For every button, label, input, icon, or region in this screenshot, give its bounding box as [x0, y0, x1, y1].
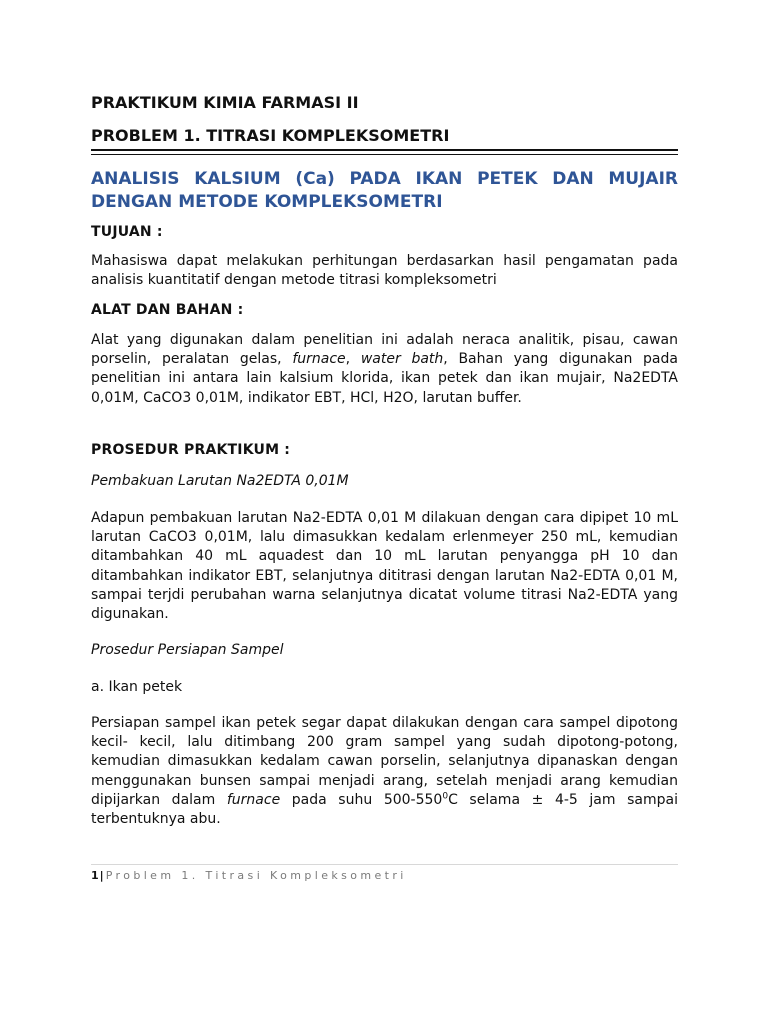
page-number: 1	[91, 869, 99, 882]
alat-bahan-text: Alat yang digunakan dalam penelitian ini adalah neraca analitik, pisau, cawan porselin, peralatan gelas, furnace, water bath, Bahan yang digunakan pada penelitian ini antara lain kalsium klorida, ikan petek dan ikan mujair, Na2EDTA 0,01M, CaCO3 0,01M, indikator EBT, HCl, H2O, larutan buffer.	[91, 332, 678, 406]
footer-separator: |	[99, 869, 104, 882]
prosedur-heading: PROSEDUR PRAKTIKUM :	[91, 442, 291, 458]
document-title: ANALISIS KALSIUM (Ca) PADA IKAN PETEK DAN MUJAIR DENGAN METODE KOMPLEKSOMETRI	[91, 169, 678, 212]
tujuan-text: Mahasiswa dapat melakukan perhitungan berdasarkan hasil pengamatan pada analisis kuantitatif dengan metode titrasi kompleksometri	[91, 253, 678, 289]
course-heading: PRAKTIKUM KIMIA FARMASI II	[91, 93, 359, 112]
persiapan-paragraph: Persiapan sampel ikan petek segar dapat dilakukan dengan cara sampel dipotong kecil- kecil, lalu ditimbang 200 gram sampel yang sudah dipotong-potong, kemudian dimasukkan kedalam cawan porselin, selanjutnya dipanaskan dengan menggunakan bunsen sampai menjadi arang, setelah menjadi arang kemudian dipijarkan dalam furnace pada suhu $500-550^0C$ selama ± 4-5 jam sampai terbentuknya abu.	[91, 715, 678, 828]
problem-heading: PROBLEM 1. TITRASI KOMPLEKSOMETRI	[91, 126, 450, 145]
pembakuan-paragraph: Adapun pembakuan larutan Na2-EDTA 0,01 M dilakuan dengan cara dipipet 10 mL larutan CaCO3 0,01M, lalu dimasukkan kedalam erlenmeyer 250 mL, kemudian ditambahkan 40 mL aquadest dan 10 mL larutan penyangga pH 10 dan ditambahkan indikator EBT, selanjutnya dititrasi dengan larutan Na2-EDTA 0,01 M, sampai terjdi perubahan warna selanjutnya dicatat volume titrasi Na2-EDTA yang digunakan.	[91, 510, 679, 623]
page-footer	[91, 869, 407, 883]
persiapan-subheading: Prosedur Persiapan Sampel	[91, 642, 284, 658]
footer-title: Problem 1. Titrasi Kompleksometri	[105, 869, 407, 882]
heading-rule-thick	[91, 149, 678, 151]
pembakuan-subheading: Pembakuan Larutan Na2EDTA 0,01M	[91, 473, 349, 489]
footer-rule	[91, 864, 678, 865]
alat-bahan-heading: ALAT DAN BAHAN :	[91, 302, 244, 318]
ikan-petek-item: a. Ikan petek	[91, 679, 183, 695]
heading-rule-thin	[91, 154, 678, 155]
tujuan-heading: TUJUAN :	[91, 224, 163, 240]
